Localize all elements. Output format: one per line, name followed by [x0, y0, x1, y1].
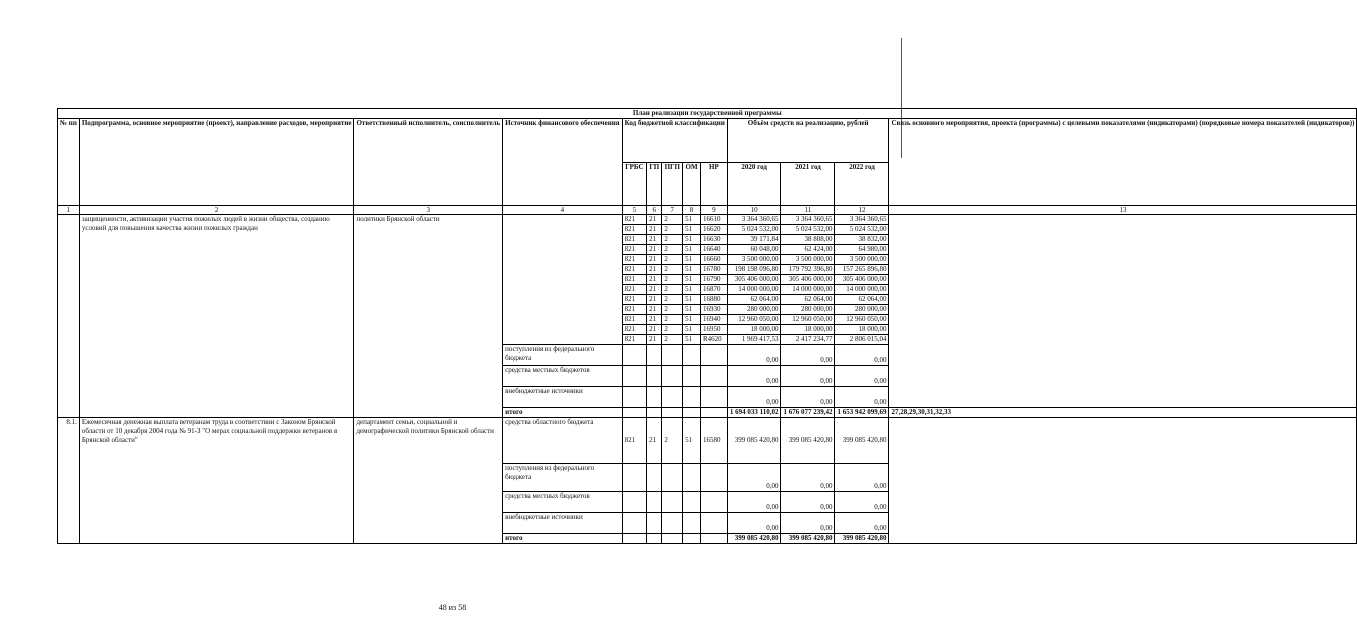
column-number: 9 — [700, 206, 727, 215]
value-2022: 0,00 — [835, 513, 889, 534]
empty-code-cell — [700, 492, 727, 513]
empty-code-cell — [662, 464, 683, 492]
value-2022: 0,00 — [835, 366, 889, 387]
header-source: Источник финансового обеспечения — [503, 119, 622, 206]
gp-cell: 21 — [647, 325, 662, 335]
total-label: итого — [503, 534, 622, 544]
source-label: внебюджетные источники — [503, 387, 622, 408]
om-cell: 51 — [683, 418, 701, 464]
value-2021: 5 024 532,00 — [781, 225, 835, 235]
nr-cell: 16640 — [700, 245, 727, 255]
pgp-cell: 2 — [662, 305, 683, 315]
gp-cell: 21 — [647, 418, 662, 464]
header-2022: 2022 год — [835, 162, 889, 206]
value-2022: 62 064,00 — [835, 295, 889, 305]
pgp-cell: 2 — [662, 225, 683, 235]
column-number: 10 — [727, 206, 781, 215]
value-2021: 62 424,00 — [781, 245, 835, 255]
value-2020: 18 000,00 — [727, 325, 781, 335]
value-2021: 280 000,00 — [781, 305, 835, 315]
grbs-cell: 821 — [622, 335, 647, 345]
value-2020: 1 969 417,53 — [727, 335, 781, 345]
link-cell — [889, 418, 1357, 544]
value-2020: 3 364 360,65 — [727, 215, 781, 225]
value-2020: 280 000,00 — [727, 305, 781, 315]
indicator-links: 27,28,29,30,31,32,33 — [889, 408, 1357, 418]
empty-code-cell — [622, 408, 647, 418]
om-cell: 51 — [683, 275, 701, 285]
grbs-cell: 821 — [622, 265, 647, 275]
empty-code-cell — [622, 464, 647, 492]
value-2020: 305 406 000,00 — [727, 275, 781, 285]
table-title-row — [58, 109, 1357, 119]
page-number: 48 из 58 — [438, 603, 467, 612]
value-2021: 38 808,00 — [781, 235, 835, 245]
subprogram-text: Ежемесячная денежная выплата ветеранам труда в соответствии с Законом Брянской области от 10 декабря 2004 года № 91-З "О мерах социальной поддержки ветеранов в Брянской области" — [79, 418, 354, 544]
nr-cell: 16870 — [700, 285, 727, 295]
value-2020: 60 048,00 — [727, 245, 781, 255]
nr-cell: 16660 — [700, 255, 727, 265]
value-2021: 1 676 077 239,42 — [781, 408, 835, 418]
nr-cell: 16610 — [700, 215, 727, 225]
nr-cell: 16790 — [700, 275, 727, 285]
empty-code-cell — [700, 513, 727, 534]
header-nr: НР — [700, 162, 727, 206]
value-2021: 18 000,00 — [781, 325, 835, 335]
empty-code-cell — [647, 492, 662, 513]
om-cell: 51 — [683, 245, 701, 255]
value-2022: 280 000,00 — [835, 305, 889, 315]
row-number-cell: 8.1. — [58, 418, 80, 544]
value-2022: 38 832,00 — [835, 235, 889, 245]
header-row-1 — [58, 119, 1357, 163]
gp-cell: 21 — [647, 215, 662, 225]
value-2022: 12 960 050,00 — [835, 315, 889, 325]
subprogram-text: защищенности, активизации участия пожилых людей в жизни общества, созданию условий для повышения качества жизни пожилых граждан — [79, 215, 354, 418]
nr-cell: 16940 — [700, 315, 727, 325]
column-number: 12 — [835, 206, 889, 215]
value-2021: 0,00 — [781, 345, 835, 366]
om-cell: 51 — [683, 305, 701, 315]
link-cell — [889, 215, 1357, 408]
nr-cell: 16880 — [700, 295, 727, 305]
value-2022: 0,00 — [835, 464, 889, 492]
gp-cell: 21 — [647, 305, 662, 315]
gp-cell: 21 — [647, 285, 662, 295]
value-2020: 198 198 096,80 — [727, 265, 781, 275]
grbs-cell: 821 — [622, 255, 647, 265]
empty-code-cell — [647, 464, 662, 492]
pgp-cell: 2 — [662, 245, 683, 255]
empty-code-cell — [662, 513, 683, 534]
value-2020: 0,00 — [727, 513, 781, 534]
grbs-cell: 821 — [622, 225, 647, 235]
nr-cell: 16780 — [700, 265, 727, 275]
header-gp: ГП — [647, 162, 662, 206]
header-pgp: ПГП — [662, 162, 683, 206]
value-2022: 3 500 000,00 — [835, 255, 889, 265]
nr-cell: 16620 — [700, 225, 727, 235]
gp-cell: 21 — [647, 265, 662, 275]
pgp-cell: 2 — [662, 285, 683, 295]
value-2022: 157 265 896,80 — [835, 265, 889, 275]
measure-8-1-main-row — [58, 418, 1357, 464]
header-grbs: ГРБС — [622, 162, 647, 206]
empty-code-cell — [622, 534, 647, 544]
header-volume: Объём средств на реализацию, рублей — [727, 119, 889, 163]
implementation-plan-table — [57, 108, 1357, 544]
source-label: средства местных бюджетов — [503, 492, 622, 513]
table-title: План реализации государственной программы — [58, 109, 1357, 119]
value-2020: 0,00 — [727, 366, 781, 387]
grbs-cell: 821 — [622, 315, 647, 325]
value-2022: 305 406 000,00 — [835, 275, 889, 285]
column-number: 5 — [622, 206, 647, 215]
column-number: 2 — [79, 206, 354, 215]
empty-code-cell — [647, 534, 662, 544]
value-2020: 1 694 033 110,02 — [727, 408, 781, 418]
header-responsible: Ответственный исполнитель, соисполнитель — [354, 119, 503, 206]
value-2021: 12 960 050,00 — [781, 315, 835, 325]
om-cell: 51 — [683, 235, 701, 245]
value-2021: 3 364 360,65 — [781, 215, 835, 225]
value-2020: 0,00 — [727, 464, 781, 492]
pgp-cell: 2 — [662, 275, 683, 285]
gp-cell: 21 — [647, 335, 662, 345]
gp-cell: 21 — [647, 315, 662, 325]
empty-code-cell — [647, 387, 662, 408]
om-cell: 51 — [683, 215, 701, 225]
header-budget-code: Код бюджетной классификации — [622, 119, 727, 163]
gp-cell: 21 — [647, 225, 662, 235]
value-2021: 399 085 420,80 — [781, 418, 835, 464]
value-2022: 3 364 360,65 — [835, 215, 889, 225]
empty-code-cell — [647, 513, 662, 534]
value-2021: 0,00 — [781, 464, 835, 492]
empty-code-cell — [683, 387, 701, 408]
grbs-cell: 821 — [622, 215, 647, 225]
empty-code-cell — [683, 408, 701, 418]
grbs-cell: 821 — [622, 245, 647, 255]
empty-code-cell — [662, 345, 683, 366]
empty-code-cell — [700, 345, 727, 366]
responsible-text: политики Брянской области — [354, 215, 503, 418]
empty-code-cell — [683, 492, 701, 513]
value-2022: 0,00 — [835, 387, 889, 408]
value-2021: 305 406 000,00 — [781, 275, 835, 285]
source-cell — [503, 215, 622, 345]
value-2021: 0,00 — [781, 366, 835, 387]
column-number: 7 — [662, 206, 683, 215]
grbs-cell: 821 — [622, 285, 647, 295]
gp-cell: 21 — [647, 235, 662, 245]
grbs-cell: 821 — [622, 325, 647, 335]
source-label: средства местных бюджетов — [503, 366, 622, 387]
om-cell: 51 — [683, 265, 701, 275]
pgp-cell: 2 — [662, 418, 683, 464]
value-2020: 3 500 000,00 — [727, 255, 781, 265]
value-2020: 0,00 — [727, 387, 781, 408]
value-2020: 62 064,00 — [727, 295, 781, 305]
nr-cell: 16950 — [700, 325, 727, 335]
nr-cell: 16580 — [700, 418, 727, 464]
value-2021: 399 085 420,80 — [781, 534, 835, 544]
gp-cell: 21 — [647, 255, 662, 265]
pgp-cell: 2 — [662, 265, 683, 275]
pgp-cell: 2 — [662, 295, 683, 305]
empty-code-cell — [662, 534, 683, 544]
empty-code-cell — [683, 366, 701, 387]
header-num: № пп — [58, 119, 80, 206]
column-number: 8 — [683, 206, 701, 215]
empty-code-cell — [662, 408, 683, 418]
pgp-cell: 2 — [662, 235, 683, 245]
empty-code-cell — [700, 534, 727, 544]
empty-code-cell — [662, 492, 683, 513]
value-2022: 0,00 — [835, 492, 889, 513]
header-2021: 2021 год — [781, 162, 835, 206]
empty-code-cell — [647, 366, 662, 387]
grbs-cell: 821 — [622, 305, 647, 315]
om-cell: 51 — [683, 295, 701, 305]
value-2021: 3 500 000,00 — [781, 255, 835, 265]
value-2021: 2 417 234,77 — [781, 335, 835, 345]
column-number: 6 — [647, 206, 662, 215]
value-2022: 64 980,00 — [835, 245, 889, 255]
om-cell: 51 — [683, 225, 701, 235]
empty-code-cell — [622, 345, 647, 366]
grbs-cell: 821 — [622, 275, 647, 285]
value-2022: 399 085 420,80 — [835, 418, 889, 464]
column-number: 3 — [354, 206, 503, 215]
empty-code-cell — [683, 464, 701, 492]
value-2020: 14 000 000,00 — [727, 285, 781, 295]
empty-code-cell — [683, 534, 701, 544]
value-2022: 1 653 942 099,69 — [835, 408, 889, 418]
value-2021: 62 064,00 — [781, 295, 835, 305]
pgp-cell: 2 — [662, 315, 683, 325]
empty-code-cell — [662, 366, 683, 387]
nr-cell: 16930 — [700, 305, 727, 315]
header-link: Связь основного мероприятия, проекта (программы) с целевыми показателями (индикаторами) (порядковые номера показателей (индикаторов)) — [889, 119, 1357, 206]
data-row — [58, 215, 1357, 225]
empty-code-cell — [622, 513, 647, 534]
value-2020: 0,00 — [727, 492, 781, 513]
empty-code-cell — [683, 345, 701, 366]
column-number: 1 — [58, 206, 80, 215]
empty-code-cell — [647, 345, 662, 366]
gp-cell: 21 — [647, 295, 662, 305]
column-number: 11 — [781, 206, 835, 215]
empty-code-cell — [622, 366, 647, 387]
value-2021: 0,00 — [781, 513, 835, 534]
value-2020: 5 024 532,00 — [727, 225, 781, 235]
value-2021: 179 792 396,80 — [781, 265, 835, 275]
nr-cell: 16630 — [700, 235, 727, 245]
header-subprogram: Подпрограмма, основное мероприятие (проект), направление расходов, мероприятие — [79, 119, 354, 206]
empty-code-cell — [700, 464, 727, 492]
empty-code-cell — [700, 387, 727, 408]
value-2020: 399 085 420,80 — [727, 534, 781, 544]
empty-code-cell — [700, 366, 727, 387]
value-2020: 399 085 420,80 — [727, 418, 781, 464]
header-2020: 2020 год — [727, 162, 781, 206]
om-cell: 51 — [683, 335, 701, 345]
om-cell: 51 — [683, 255, 701, 265]
source-label: средства областного бюджета — [503, 418, 622, 464]
pgp-cell: 2 — [662, 335, 683, 345]
column-numbers-row — [58, 206, 1357, 215]
om-cell: 51 — [683, 285, 701, 295]
nr-cell: R4620 — [700, 335, 727, 345]
value-2020: 0,00 — [727, 345, 781, 366]
empty-code-cell — [647, 408, 662, 418]
value-2022: 2 806 015,04 — [835, 335, 889, 345]
value-2021: 0,00 — [781, 387, 835, 408]
om-cell: 51 — [683, 325, 701, 335]
value-2020: 39 171,84 — [727, 235, 781, 245]
value-2021: 14 000 000,00 — [781, 285, 835, 295]
empty-code-cell — [662, 387, 683, 408]
grbs-cell: 821 — [622, 295, 647, 305]
source-label: поступления из федерального бюджета — [503, 464, 622, 492]
value-2022: 5 024 532,00 — [835, 225, 889, 235]
source-label: внебюджетные источники — [503, 513, 622, 534]
value-2022: 14 000 000,00 — [835, 285, 889, 295]
gp-cell: 21 — [647, 275, 662, 285]
column-number: 4 — [503, 206, 622, 215]
column-number: 13 — [889, 206, 1357, 215]
header-om: ОМ — [683, 162, 701, 206]
value-2022: 399 085 420,80 — [835, 534, 889, 544]
gp-cell: 21 — [647, 245, 662, 255]
pgp-cell: 2 — [662, 215, 683, 225]
pgp-cell: 2 — [662, 325, 683, 335]
empty-code-cell — [700, 408, 727, 418]
row-number-cell — [58, 215, 80, 418]
value-2022: 0,00 — [835, 345, 889, 366]
responsible-text: департамент семьи, социальной и демографической политики Брянской области — [354, 418, 503, 544]
empty-code-cell — [683, 513, 701, 534]
source-label: поступления из федерального бюджета — [503, 345, 622, 366]
empty-code-cell — [622, 387, 647, 408]
value-2022: 18 000,00 — [835, 325, 889, 335]
value-2021: 0,00 — [781, 492, 835, 513]
total-label: итого — [503, 408, 622, 418]
value-2020: 12 960 050,00 — [727, 315, 781, 325]
grbs-cell: 821 — [622, 418, 647, 464]
om-cell: 51 — [683, 315, 701, 325]
empty-code-cell — [622, 492, 647, 513]
grbs-cell: 821 — [622, 235, 647, 245]
pgp-cell: 2 — [662, 255, 683, 265]
